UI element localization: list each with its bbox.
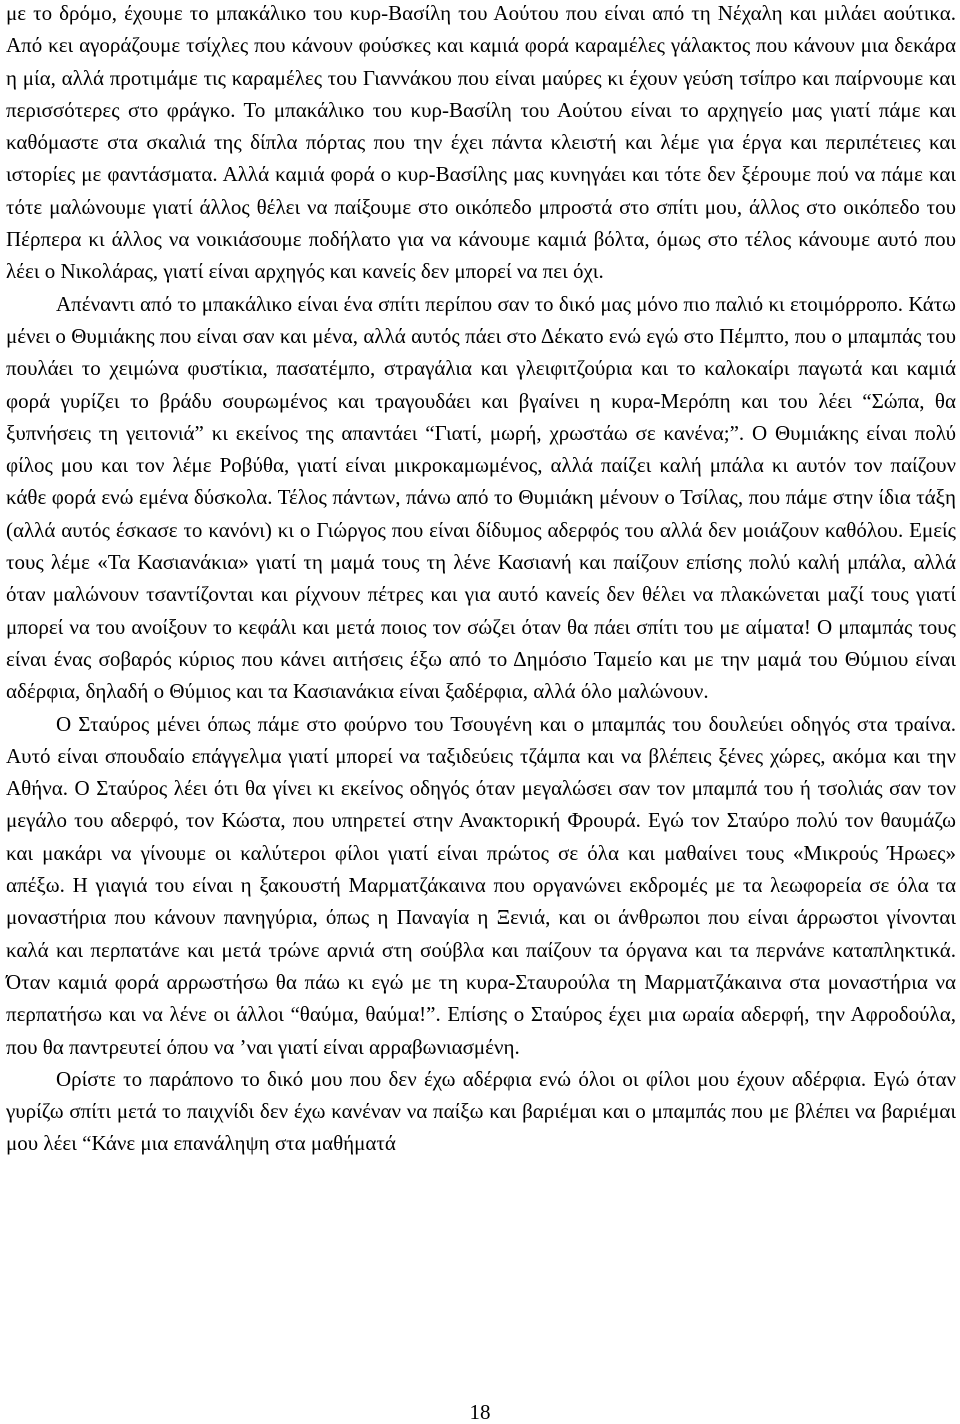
paragraph-3: Ο Σταύρος μένει όπως πάμε στο φούρνο του Τσουγένη και ο μπαμπάς του δουλεύει οδηγός στα τραίνα. Αυτό είναι σπουδαίο επάγγελμα γιατί μπορεί να ταξιδεύεις τζάμπα και να βλέπεις ξένες χώρες, ακόμα και την Αθήνα. Ο Σταύρος λέει ότι θα γίνει κι εκείνος οδηγός όταν μεγαλώσει σαν τον μπαμπά του ή τσολιάς σαν τον μεγάλο του αδερφό, τον Κώστα, που υπηρετεί στην Ανακτορική Φρουρά. Εγώ τον Σταύρο πολύ τον θαυμάζω και μακάρι να γίνουμε οι καλύτεροι φίλοι γιατί είναι πρώτος σε όλα και μαθαίνει τους «Μικρούς Ήρωες» απέξω. Η γιαγιά του είναι η ξακουστή Μαρματζάκαινα που οργανώνει εκδρομές με τα λεωφορεία σε όλα τα μοναστήρια που κάνουν πανηγύρια, όπως η Παναγία η Ξενιά, και οι άνθρωποι που είναι άρρωστοι γίνονται καλά και περπατάνε και μετά τρώνε αρνιά στη σούβλα και παίζουν τα όργανα και τα περνάνε καταπληκτικά. Όταν καμιά φορά αρρωστήσω θα πάω κι εγώ με τη κυρα-Σταυρούλα τη Μαρματζάκαινα στα μοναστήρια να περπατήσω και να λένε οι άλλοι “θαύμα, θαύμα!”. Επίσης ο Σταύρος έχει μια ωραία αδερφή, την Αφροδούλα, που θα παντρευτεί όπου να ’ναι γιατί είναι αρραβωνιασμένη. [6, 711, 956, 1059]
paragraph-4: Ορίστε το παράπονο το δικό μου που δεν έχω αδέρφια ενώ όλοι οι φίλοι μου έχουν αδέρφια. Εγώ όταν γυρίζω σπίτι μετά το παιχνίδι δεν έχω κανέναν να παίξω και βαριέμαι και ο μπαμπάς που με βλέπει να βαριέμαι μου λέει “Κάνε μια επανάληψη στα μαθήματά [6, 1066, 956, 1156]
paragraph-1: με το δρόμο, έχουμε το μπακάλικο του κυρ-Βασίλη του Αούτου που είναι από τη Νέχαλη και μιλάει αούτικα. Από κει αγοράζουμε τσίχλες που κάνουν φούσκες και καμιά φορά καραμέλες γάλακτος που κάνουν μια δεκάρα η μία, αλλά προτιμάμε τις καραμέλες του Γιαννάκου που είναι μαύρες κι έχουν γεύση τσίπρο και παίρνουμε και περισσότερες στο φράγκο. Το μπακάλικο του κυρ-Βασίλη του Αούτου είναι το αρχηγείο μας γιατί πάμε και καθόμαστε στα σκαλιά της δίπλα πόρτας που την έχει πάντα κλειστή και λέμε για έργα και περιπέτειες και ιστορίες με φαντάσματα. Αλλά καμιά φορά ο κυρ-Βασίλης μας κυνηγάει και τότε δεν ξέρουμε πού να πάμε και τότε μαλώνουμε γιατί άλλος θέλει να παίξουμε στο οικόπεδο μπροστά στο σπίτι μου, άλλος στο οικόπεδο του Πέρπερα κι άλλος να νοικιάσουμε ποδήλατο για να κάνουμε καμιά βόλτα, όμως στο τέλος κάνουμε αυτό που λέει ο Νικολάρας, γιατί είναι αρχηγός και κανείς δεν μπορεί να πει όχι. [6, 1, 956, 284]
document-page [6, 0, 956, 1160]
page-number: 18 [469, 1400, 491, 1424]
paragraph-2: Απέναντι από το μπακάλικο είναι ένα σπίτι περίπου σαν το δικό μας μόνο πιο παλιό κι ετοιμόρροπο. Κάτω μένει ο Θυμιάκης που είναι σαν και μένα, αλλά αυτός πάει στο Δέκατο ενώ εγώ στο Πέμπτο, που ο μπαμπάς του πουλάει το χειμώνα φυστίκια, πασατέμπο, στραγάλια και γλειφιτζούρια και το καλοκαίρι παγωτά και καμιά φορά γυρίζει το βράδυ σουρωμένος και τραγουδάει και βγαίνει η κυρα-Μερόπη και του λέει “Σώπα, θα ξυπνήσεις τη γειτονιά” κι εκείνος της απαντάει “Γιατί, μωρή, χρωστάω σε κανένα;”. Ο Θυμιάκης είναι πολύ φίλος μου και τον λέμε Ροβύθα, γιατί είναι μικροκαμωμένος, αλλά παίζει καλή μπάλα κι αυτόν τον παίζουν κάθε φορά ενώ εμένα δύσκολα. Τέλος πάντων, πάνω από το Θυμιάκη μένουν ο Τσίλας, που πάμε στην ίδια τάξη (αλλά αυτός έσκασε το κανόνι) κι ο Γιώργος που είναι δίδυμος αδερφός του αλλά δεν μοιάζουν καθόλου. Εμείς τους λέμε «Τα Κασιανάκια» γιατί τη μαμά τους τη λένε Κασιανή και παίζουν επίσης πολύ καλή μπάλα, αλλά όταν μαλώνουν τσαντίζονται και ρίχνουν πέτρες και για αυτό κανείς δεν θέλει να πλακώνεται μαζί τους γιατί μπορεί να του ανοίξουν το κεφάλι και μετά ποιος τον σώζει όταν θα πάει σπίτι του με αίματα! Ο μπαμπάς τους είναι ένας σοβαρός κύριος που κάνει αιτήσεις έξω από το Δημόσιο Ταμείο και με την μαμά του Θύμιου είναι αδέρφια, δηλαδή ο Θύμιος και τα Κασιανάκια είναι ξαδέρφια, αλλά όλο μαλώνουν. [6, 291, 956, 704]
